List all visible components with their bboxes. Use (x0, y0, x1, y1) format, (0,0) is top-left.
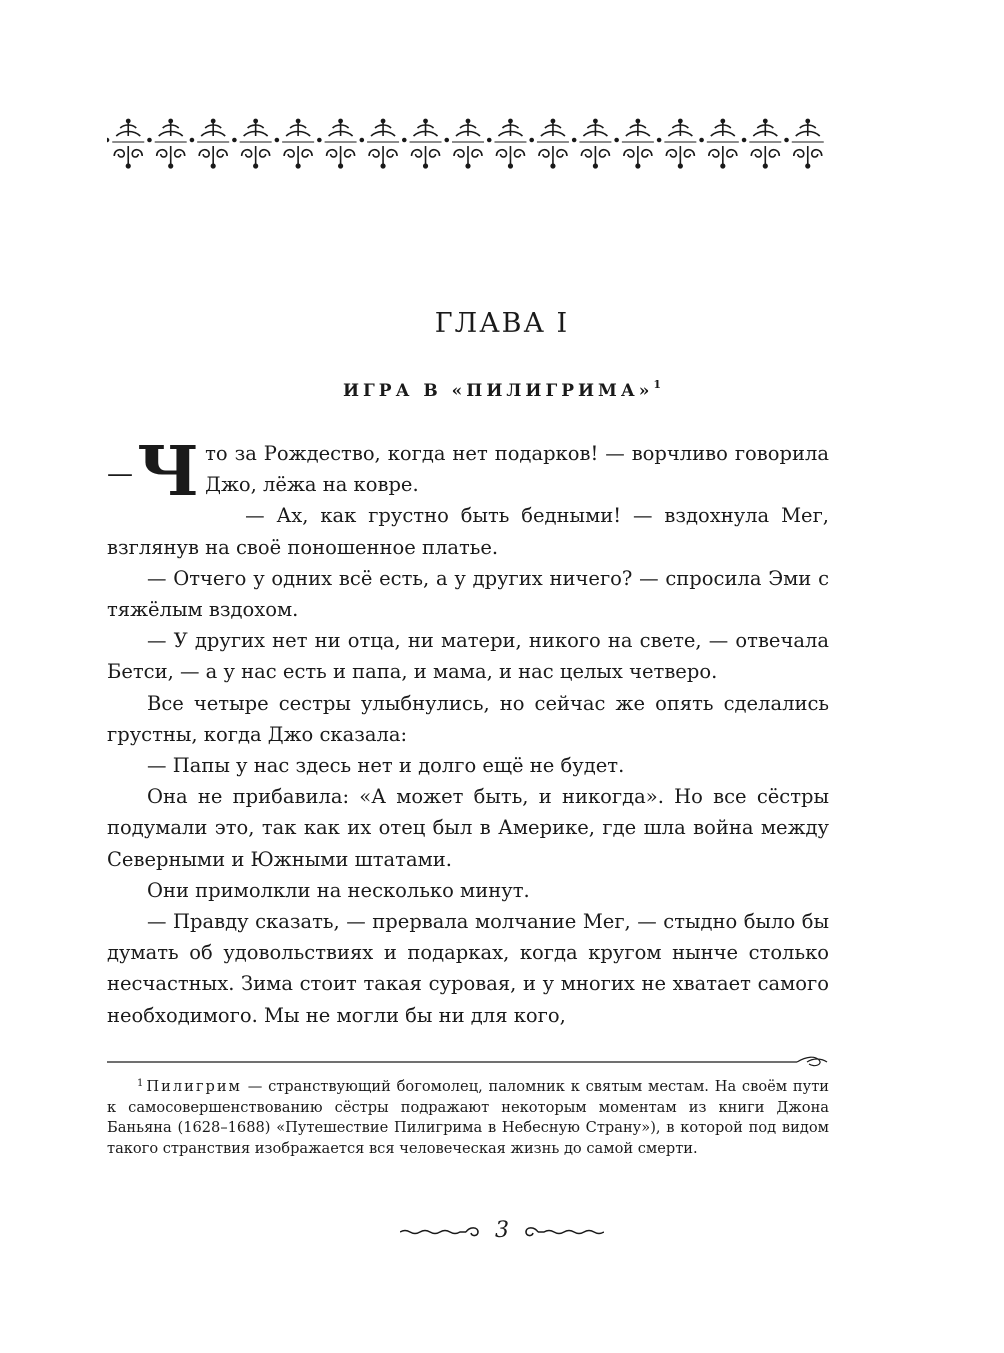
paragraph-8: Они примолкли на несколько минут. (147, 878, 530, 902)
ornament-motif (318, 119, 357, 167)
chapter-subtitle-text: ИГРА В «ПИЛИГРИМА» (343, 381, 654, 401)
ornament-header-band (107, 118, 829, 170)
footnote (107, 1074, 829, 1159)
ornament-motif (360, 119, 399, 167)
paragraph-7: Она не прибавила: «А может быть, и никогда». Но все сёстры подумали это, так как их отец был в Америке, где шла война между Северными и Южными штатами. (107, 785, 829, 871)
chapter-subtitle (0, 378, 1004, 401)
ornament-motif (190, 119, 229, 167)
body-text (107, 432, 829, 1031)
paragraph-6: — Папы у нас здесь нет и долго ещё не будет. (147, 754, 625, 778)
page-footer (0, 1218, 1004, 1246)
paragraph-3: — Отчего у одних всё есть, а у других ничего? — спросила Эми с тяжёлым вздохом. (107, 566, 829, 622)
dropcap-dash: — (107, 459, 133, 489)
ornament-motif (785, 119, 824, 167)
ornament-motif (615, 119, 654, 167)
footnote-mark: 1 (137, 1078, 144, 1089)
paragraph-5: Все четыре сестры улыбнулись, но сейчас же опять сделались грустны, когда Джо сказала: (107, 691, 829, 746)
first-paragraph (107, 432, 829, 512)
page-number: 3 (495, 1218, 509, 1243)
ornament-motif (275, 119, 314, 167)
ornament-motif (445, 119, 484, 167)
footnote-reference[interactable]: 1 (653, 378, 661, 391)
flourish-right-icon (524, 1224, 604, 1238)
first-paragraph-text: то за Рождество, когда нет подарков! — ворчливо говорила Джо, лёжа на ковре. (205, 442, 829, 497)
ornament-motif (233, 119, 272, 167)
ornament-motif (700, 119, 739, 167)
ornament-motif (488, 119, 527, 167)
paragraph-4: — У других нет ни отца, ни матери, никого на свете, — отвечала Бетси, — а у нас есть и папа, и мама, и нас целых четверо. (107, 629, 829, 684)
flourish-left-icon (400, 1224, 480, 1238)
footnote-divider (107, 1050, 829, 1074)
ornament-motif (530, 119, 569, 167)
dropcap-letter: Ч (137, 432, 200, 512)
footnote-term: Пилигрим (146, 1078, 242, 1095)
ornament-motif (148, 119, 187, 167)
ornament-motif (743, 119, 782, 167)
paragraph-2: — Ах, как грустно быть бедными! — вздохнула Мег, взглянув на своё поношенное платье. (107, 504, 829, 559)
paragraph-9: — Правду сказать, — прервала молчание Мег, — стыдно было бы думать об удовольствиях и подарках, когда кругом нынче столько несчастных. Зима стоит такая суровая, и у многих не хватает самого необходимого. Мы не могли бы ни для кого, (107, 910, 829, 1027)
ornament-motif (658, 119, 697, 167)
ornament-motif (403, 119, 442, 167)
footnote-text: — странствующий богомолец, паломник к святым местам. На своём пути к самосовершенствованию сёстры подражают некоторым моментам из книги Джона Баньяна (1628–1688) «Путешествие Пилигрима в Небесную Страну»), в которой под видом такого странствия изображается вся человеческая жизнь до самой смерти. (107, 1078, 829, 1157)
ornament-motif (573, 119, 612, 167)
chapter-title: ГЛАВА I (434, 308, 570, 339)
ornament-motif (107, 119, 144, 167)
